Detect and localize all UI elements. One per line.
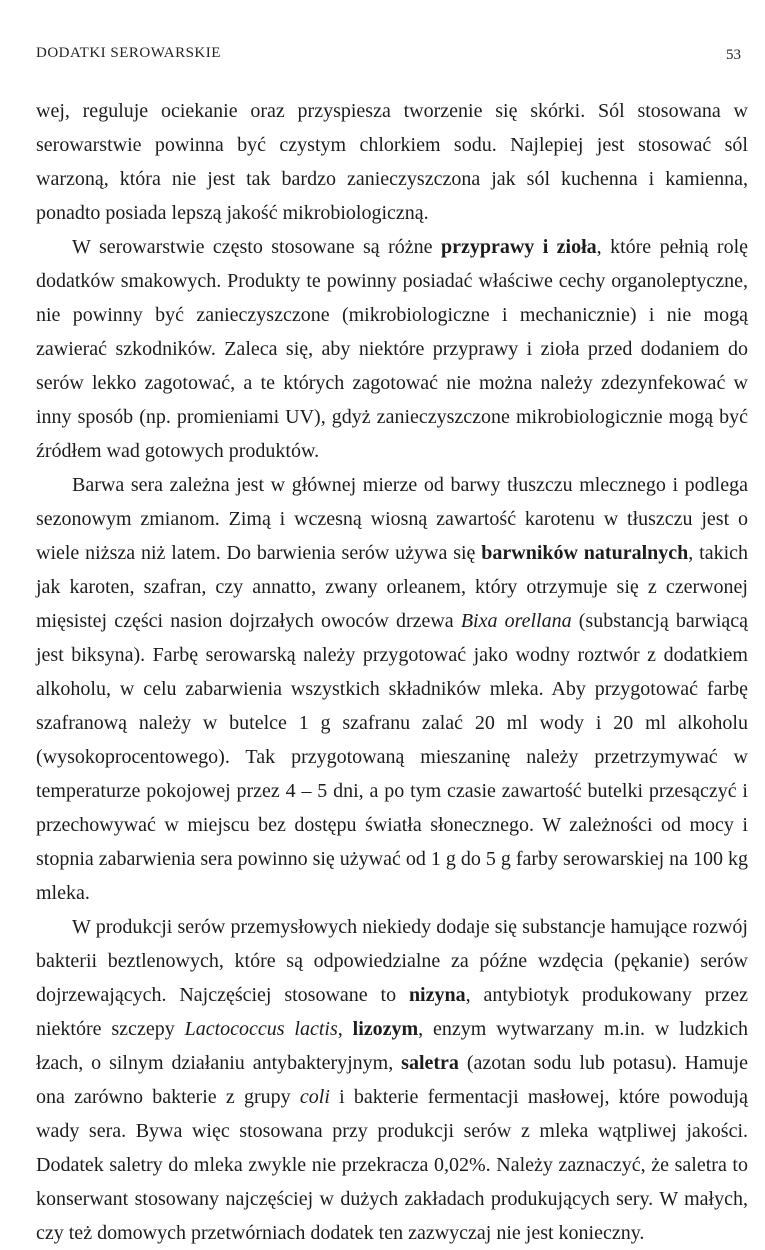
- bold-term: saletra: [401, 1052, 459, 1074]
- italic-term: coli: [299, 1086, 330, 1108]
- text-run: , enzym wytwarzany m.in. w ludzkich łzach, o silnym działaniu antybakteryjnym,: [36, 1018, 749, 1074]
- italic-term: Lactococcus lactis: [184, 1018, 338, 1040]
- body-text: [36, 94, 748, 1250]
- paragraph-inhibitors: [36, 910, 748, 1250]
- text-run: ,: [337, 1018, 353, 1040]
- bold-term: barwników naturalnych: [481, 542, 689, 564]
- bold-term: lizozym: [352, 1018, 419, 1040]
- bold-term: przyprawy i zioła: [440, 236, 597, 258]
- text-run: W produkcji serów przemysłowych niekiedy dodaje się substancje hamujące rozwój bakterii beztlenowych, które są odpowiedzialne za późne wzdęcia (pękanie) serów dojrzewających. Najczęściej stosowane to: [36, 916, 748, 1006]
- italic-term: Bixa orellana: [460, 610, 572, 632]
- text-run: W serowarstwie często stosowane są różne: [72, 236, 441, 258]
- text-run: , takich jak karoten, szafran, czy annatto, zwany orleanem, który otrzymuje się z czerwonej mięsistej części nasion dojrzałych owoców drzewa: [36, 542, 748, 632]
- bold-term: nizyna: [408, 984, 466, 1006]
- text-run: , antybiotyk produkowany przez niektóre szczepy: [36, 984, 749, 1040]
- text-run: wej, reguluje ociekanie oraz przyspiesza tworzenie się skórki. Sól stosowana w serowarstwie powinna być czystym chlorkiem sodu. Najlepiej jest stosować sól warzoną, która nie jest tak bardzo zanieczyszczona jak sól kuchenna i kamienna, ponadto posiada lepszą jakość mikrobiologiczną.: [36, 100, 748, 224]
- text-run: (azotan sodu lub potasu). Hamuje ona zarówno bakterie z grupy: [36, 1052, 748, 1108]
- paragraph-spices-herbs: [36, 230, 748, 468]
- paragraph-salt: [36, 94, 748, 230]
- running-head: DODATKI SEROWARSKIE: [36, 45, 221, 61]
- text-run: i bakterie fermentacji masłowej, które powodują wady sera. Bywa więc stosowana przy produkcji serów z mleka wątpliwej jakości. Dodatek saletry do mleka zwykle nie przekracza 0,02%. Należy zaznaczyć, że saletra to konserwant stosowany najczęściej w dużych zakładach produkujących sery. W małych, czy też domowych przetwórniach dodatek ten zazwyczaj nie jest konieczny.: [36, 1086, 748, 1244]
- paragraph-natural-colorants: [36, 468, 748, 910]
- text-run: (substancją barwiącą jest biksyna). Farbę serowarską należy przygotować jako wodny roztwór z dodatkiem alkoholu, w celu zabarwienia wszystkich składników mleka. Aby przygotować farbę szafranową należy w butelce 1 g szafranu zalać 20 ml wody i 20 ml alkoholu (wysokoprocentowego). Tak przygotowaną mieszaninę należy przetrzymywać w temperaturze pokojowej przez 4 – 5 dni, a po tym czasie zawartość butelki przesączyć i przechowywać w miejscu bez dostępu światła słonecznego. W zależności od mocy i stopnia zabarwienia sera powinno się używać od 1 g do 5 g farby serowarskiej na 100 kg mleka.: [36, 610, 749, 904]
- page-number: 53: [726, 47, 741, 63]
- text-run: Barwa sera zależna jest w głównej mierze od barwy tłuszczu mlecznego i podlega sezonowym zmianom. Zimą i wczesną wiosną zawartość karotenu w tłuszczu jest o wiele niższa niż latem. Do barwienia serów używa się: [36, 474, 748, 564]
- text-run: , które pełnią rolę dodatków smakowych. Produkty te powinny posiadać właściwe cechy organoleptyczne, nie powinny być zanieczyszczone (mikrobiologiczne i mechanicznie) i nie mogą zawierać szkodników. Zaleca się, aby niektóre przyprawy i zioła przed dodaniem do serów lekko zagotować, a te których zagotować nie można należy zdezynfekować w inny sposób (np. promieniami UV), gdyż zanieczyszczone mikrobiologicznie mogą być źródłem wad gotowych produktów.: [36, 236, 748, 462]
